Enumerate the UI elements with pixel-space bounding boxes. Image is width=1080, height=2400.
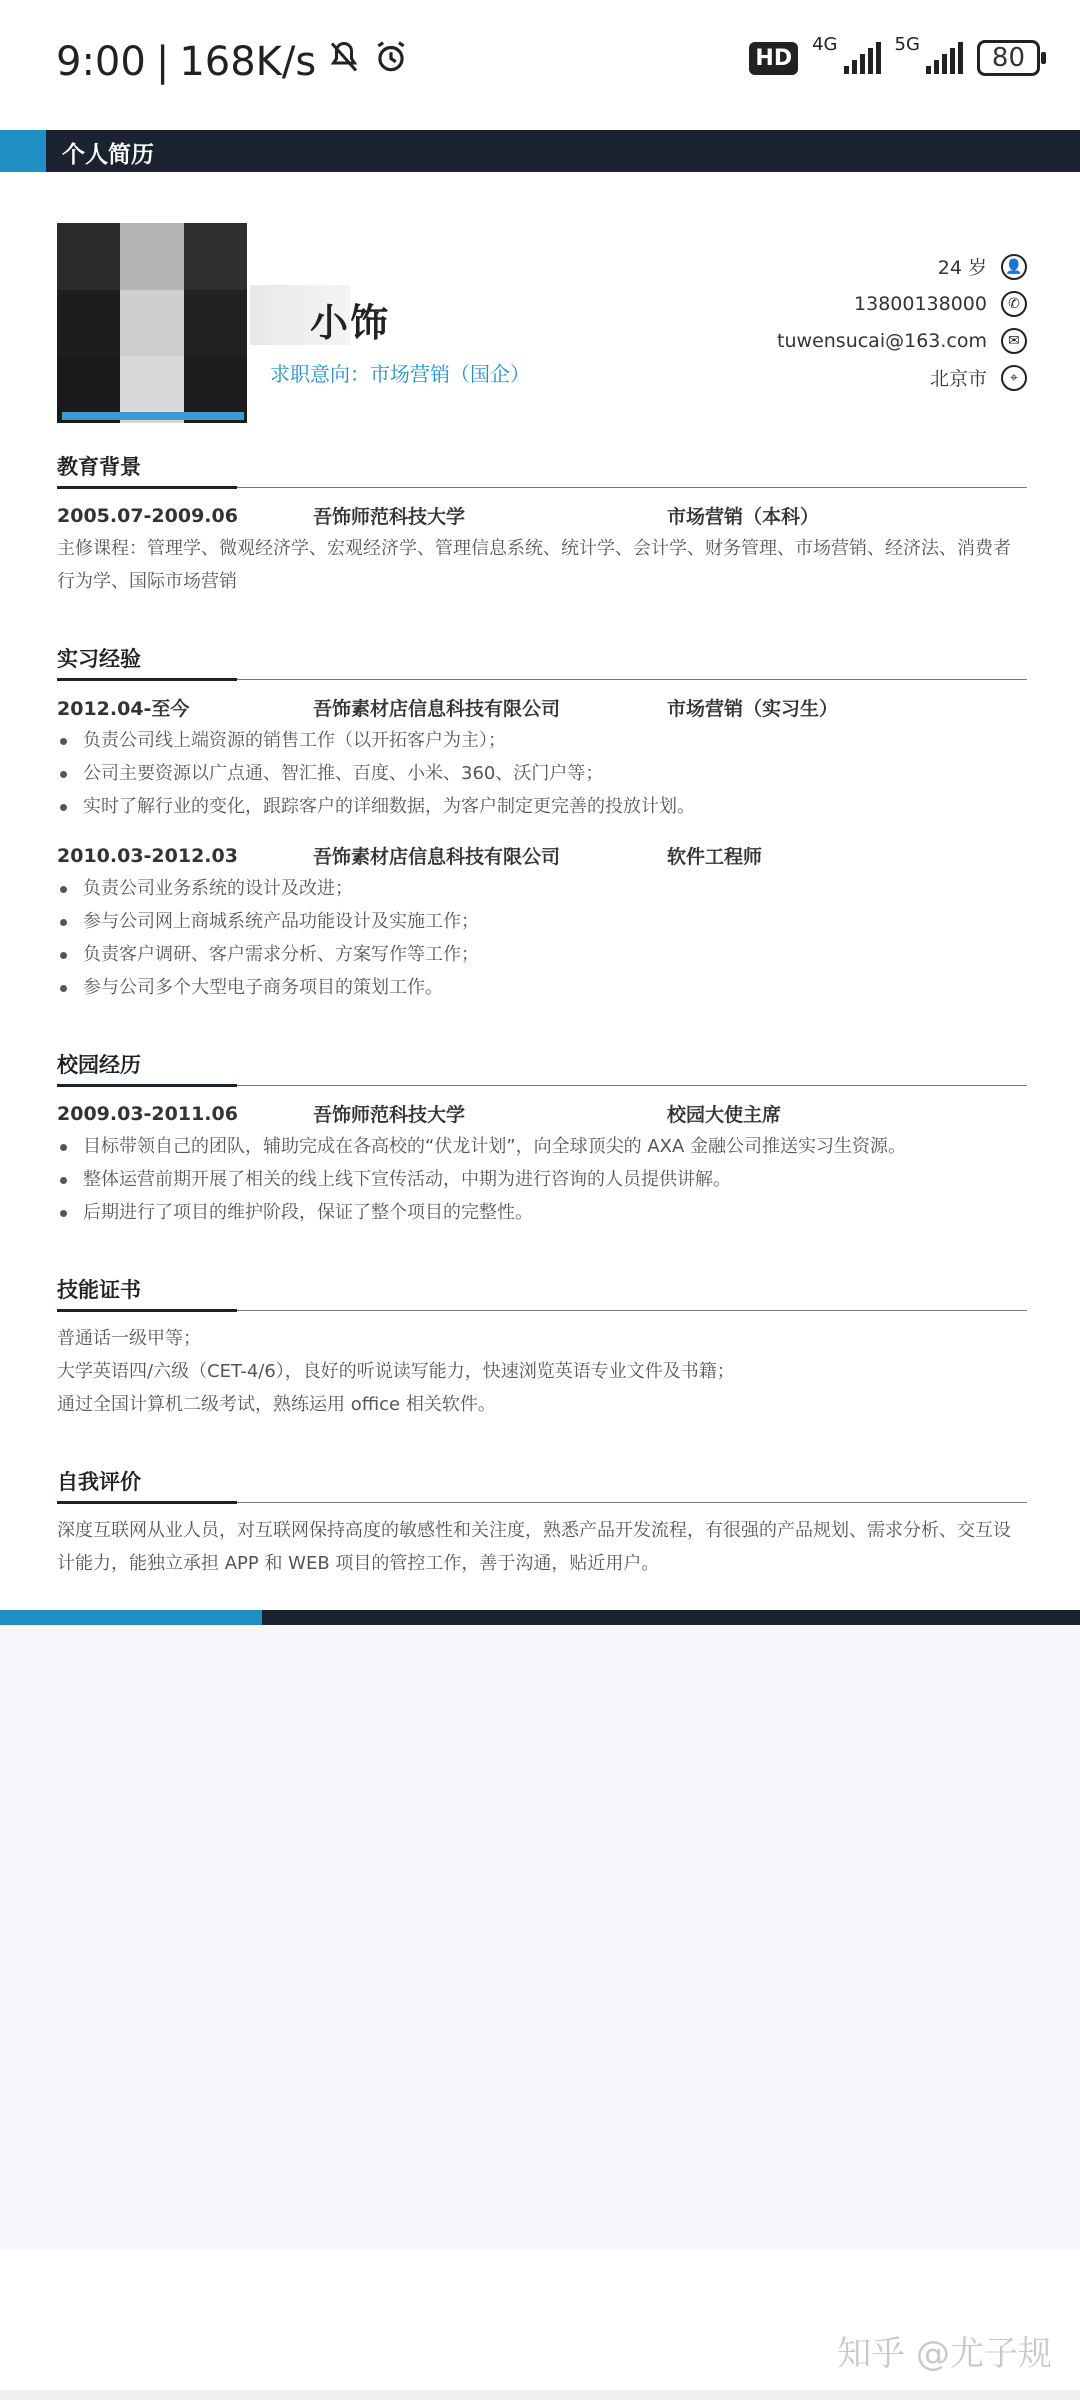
status-left — [56, 38, 410, 86]
bullet-list — [57, 1130, 1027, 1229]
section-divider — [57, 486, 1027, 489]
page-title: 个人简历 — [62, 142, 154, 168]
list-item: 目标带领自己的团队，辅助完成在各高校的“伏龙计划”，向全球顶尖的 AXA 金融公司推送实习生资源。 — [57, 1130, 1027, 1163]
photo-accent — [62, 412, 244, 420]
list-item: 参与公司网上商城系统产品功能设计及实施工作； — [57, 905, 1027, 938]
section-title: 校园经历 — [57, 1053, 141, 1077]
skill-line: 大学英语四/六级（CET-4/6），良好的听说读写能力，快速浏览英语专业文件及书籍； — [57, 1361, 735, 1382]
contact-info — [777, 248, 1027, 396]
entry-role: 市场营销（本科） — [667, 506, 820, 528]
status-bar — [0, 0, 1080, 100]
contact-email: tuwensucai@163.com ✉ — [777, 322, 1027, 359]
hd-icon: HD — [749, 42, 798, 75]
bullet-list — [57, 872, 1027, 1004]
contact-location: 北京市 ⌖ — [777, 359, 1027, 396]
section-divider — [57, 1309, 1027, 1312]
title-accent — [0, 130, 46, 172]
contact-age: 24 岁 👤 — [777, 248, 1027, 285]
list-item: 负责客户调研、客户需求分析、方案写作等工作； — [57, 938, 1027, 971]
signal-icon — [926, 42, 963, 74]
network-type-1: 4G — [812, 33, 838, 55]
signal-icon — [844, 42, 881, 74]
watermark: 知乎 @尤子规 — [837, 2334, 1052, 2374]
entry-date: 2010.03-2012.03 — [57, 844, 238, 867]
entry-org: 吾饰素材店信息科技有限公司 — [313, 846, 561, 868]
bottom-bar — [0, 1610, 1080, 1625]
entry-date: 2005.07-2009.06 — [57, 504, 238, 527]
entry-header — [57, 499, 1027, 532]
net-speed: 168K/s — [179, 39, 317, 85]
resume-document — [0, 100, 1080, 1625]
section-title: 实习经验 — [57, 647, 141, 671]
network-type-2: 5G — [894, 33, 920, 55]
entry-org: 吾饰师范科技大学 — [313, 1104, 466, 1126]
alarm-icon — [372, 38, 410, 86]
empty-area — [0, 1625, 1080, 2250]
entry-date: 2012.04-至今 — [57, 698, 190, 720]
section-internship — [57, 644, 1027, 1004]
section-divider — [57, 1084, 1027, 1087]
entry-role: 市场营销（实习生） — [667, 698, 839, 720]
bottom-accent — [0, 1610, 262, 1625]
section-divider — [57, 1501, 1027, 1504]
location-icon: ⌖ — [1001, 365, 1027, 391]
bell-off-icon — [326, 39, 362, 85]
list-item: 负责公司业务系统的设计及改进； — [57, 872, 1027, 905]
skill-line: 通过全国计算机二级考试，熟练运用 office 相关软件。 — [57, 1394, 496, 1415]
battery-icon: 80 — [977, 40, 1040, 76]
profile-photo — [57, 223, 247, 423]
entry-date: 2009.03-2011.06 — [57, 1102, 238, 1125]
list-item: 后期进行了项目的维护阶段，保证了整个项目的完整性。 — [57, 1196, 1027, 1229]
contact-phone: 13800138000 ✆ — [777, 285, 1027, 322]
entry-header — [57, 1097, 1027, 1130]
entry-org: 吾饰师范科技大学 — [313, 506, 466, 528]
entry-org: 吾饰素材店信息科技有限公司 — [313, 698, 561, 720]
section-title: 技能证书 — [57, 1278, 141, 1302]
list-item: 实时了解行业的变化，跟踪客户的详细数据，为客户制定更完善的投放计划。 — [57, 790, 1027, 823]
entry-header — [57, 839, 1027, 872]
candidate-name: 小饰 — [310, 301, 391, 345]
section-campus — [57, 1050, 1027, 1229]
status-right — [749, 33, 1040, 76]
divider: | — [155, 39, 170, 85]
entry-role: 软件工程师 — [667, 846, 763, 868]
section-title: 自我评价 — [57, 1470, 141, 1494]
self-eval-text: 深度互联网从业人员，对互联网保持高度的敏感性和关注度，熟悉产品开发流程，有很强的产品规划、需求分析、交互设计能力，能独立承担 APP 和 WEB 项目的管控工作，善于沟通，贴近用户。 — [57, 1520, 1011, 1574]
entry-header — [57, 691, 1027, 724]
bullet-list — [57, 724, 1027, 823]
person-icon: 👤 — [1001, 254, 1027, 280]
list-item: 公司主要资源以广点通、智汇推、百度、小米、360、沃门户等； — [57, 757, 1027, 790]
section-title: 教育背景 — [57, 455, 141, 479]
list-item: 整体运营前期开展了相关的线上线下宣传活动，中期为进行咨询的人员提供讲解。 — [57, 1163, 1027, 1196]
job-intent: 求职意向：市场营销（国企） — [270, 362, 530, 386]
home-indicator — [0, 2390, 1080, 2400]
mail-icon: ✉ — [1001, 328, 1027, 354]
clock: 9:00 — [56, 39, 146, 85]
skill-line: 普通话一级甲等； — [57, 1328, 201, 1349]
entry-role: 校园大使主席 — [667, 1104, 782, 1126]
list-item: 参与公司多个大型电子商务项目的策划工作。 — [57, 971, 1027, 1004]
list-item: 负责公司线上端资源的销售工作（以开拓客户为主）； — [57, 724, 1027, 757]
section-skills — [57, 1275, 1027, 1421]
title-bar — [0, 130, 1080, 172]
section-divider — [57, 678, 1027, 681]
courses-text: 主修课程：管理学、微观经济学、宏观经济学、管理信息系统、统计学、会计学、财务管理、市场营销、经济法、消费者行为学、国际市场营销 — [57, 538, 1011, 592]
section-education — [57, 452, 1027, 598]
section-self-eval — [57, 1467, 1027, 1580]
phone-icon: ✆ — [1001, 291, 1027, 317]
